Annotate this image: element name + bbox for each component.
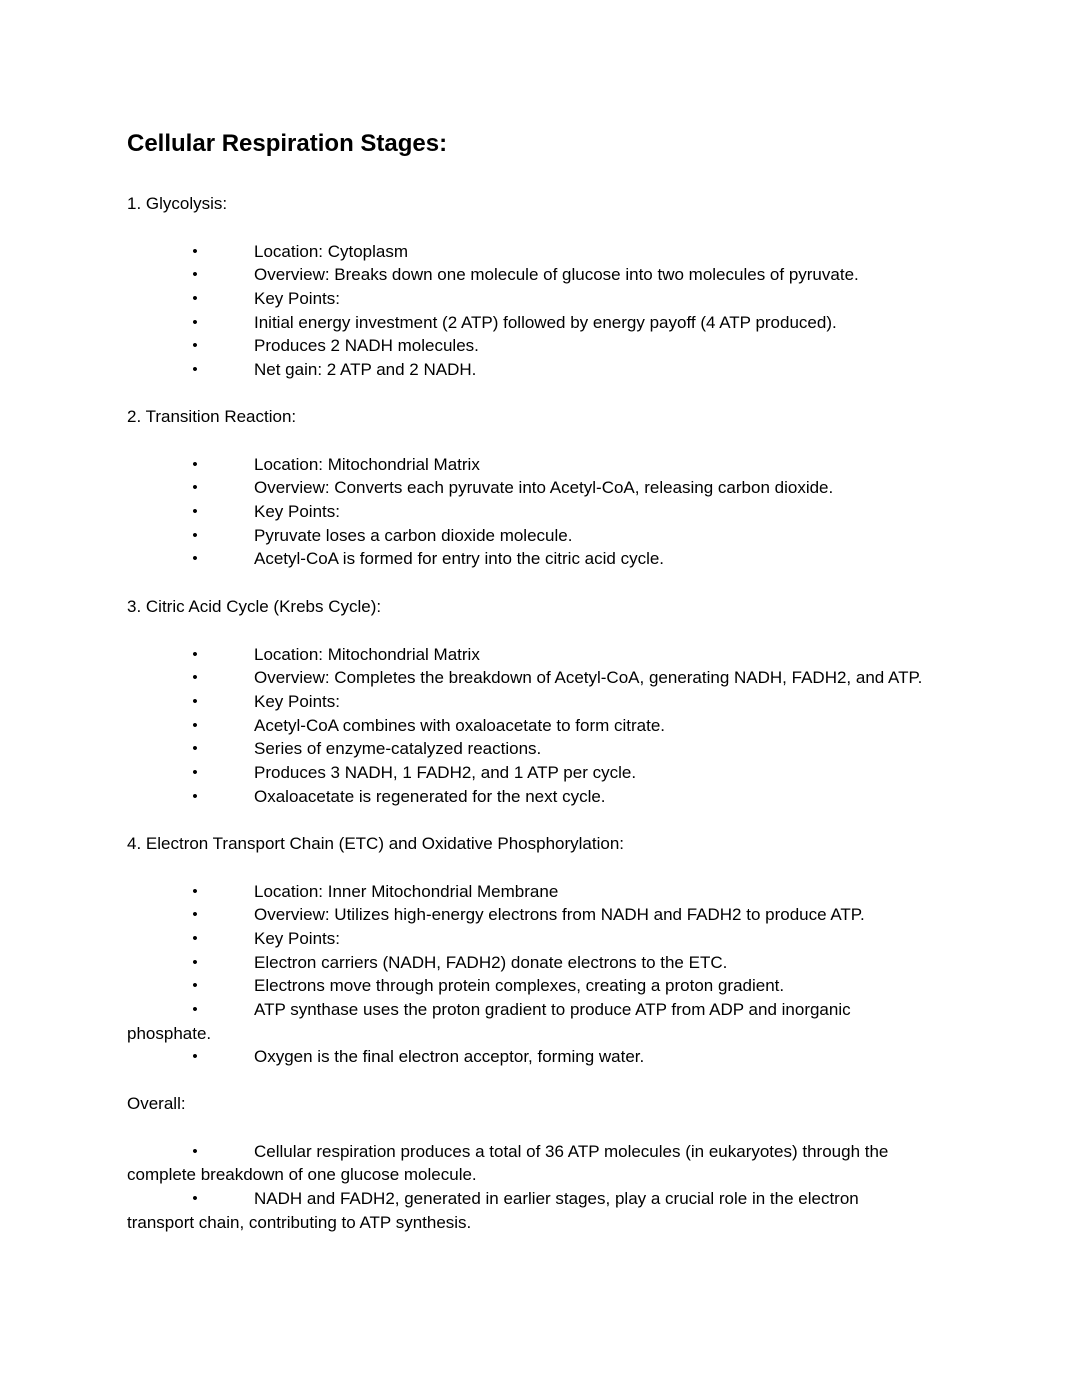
list-item [127, 714, 967, 738]
bullet-icon: • [192, 787, 198, 805]
list-item [127, 287, 967, 311]
bullet-icon: • [192, 953, 198, 971]
list-item [127, 240, 967, 264]
list-item [127, 476, 967, 500]
section-heading: 2. Transition Reaction: [127, 407, 297, 426]
bullet-icon: • [192, 669, 198, 687]
list-item-text: Key Points: [254, 928, 340, 948]
bullet-icon: • [192, 716, 198, 734]
list-item [127, 547, 967, 571]
bullet-icon: • [192, 502, 198, 520]
bullet-list [127, 240, 967, 382]
list-item [127, 666, 967, 690]
bullet-list [127, 643, 967, 809]
bullet-icon: • [192, 289, 198, 307]
section-heading: 3. Citric Acid Cycle (Krebs Cycle): [127, 597, 382, 616]
list-item [127, 311, 967, 335]
list-item-text: Electrons move through protein complexes, creating a proton gradient. [254, 976, 785, 996]
bullet-list [127, 1140, 967, 1235]
list-item [127, 263, 967, 287]
list-item-text: Oxygen is the final electron acceptor, forming water. [254, 1047, 645, 1067]
bullet-icon: • [192, 479, 198, 497]
bullet-list [127, 453, 967, 572]
list-item [127, 974, 967, 998]
bullet-icon: • [192, 692, 198, 710]
section-glycolysis [127, 192, 967, 382]
section-heading: 1. Glycolysis: [127, 194, 228, 213]
bullet-icon: • [192, 361, 198, 379]
bullet-icon: • [192, 740, 198, 758]
list-item-text: Produces 2 NADH molecules. [254, 336, 479, 356]
list-item [127, 358, 967, 382]
bullet-icon: • [192, 242, 198, 260]
bullet-icon: • [192, 526, 198, 544]
list-item-text: Overview: Breaks down one molecule of glucose into two molecules of pyruvate. [254, 265, 859, 285]
bullet-icon: • [192, 1048, 198, 1066]
list-item-text: Electron carriers (NADH, FADH2) donate electrons to the ETC. [254, 952, 728, 972]
list-item-text: Location: Cytoplasm [254, 241, 409, 261]
bullet-icon: • [192, 906, 198, 924]
list-item-text: Location: Mitochondrial Matrix [254, 454, 480, 474]
list-item-text: Key Points: [254, 691, 340, 711]
list-item-text: Location: Inner Mitochondrial Membrane [254, 881, 559, 901]
list-item [127, 880, 967, 904]
list-item [127, 903, 967, 927]
list-item [127, 998, 887, 1045]
section-transition-reaction [127, 405, 967, 571]
bullet-icon: • [192, 764, 198, 782]
bullet-icon: • [192, 313, 198, 331]
bullet-icon: • [192, 1142, 198, 1160]
section-electron-transport-chain [127, 832, 967, 1069]
list-item-text: Initial energy investment (2 ATP) followed by energy payoff (4 ATP produced). [254, 312, 837, 332]
list-item-text: Oxaloacetate is regenerated for the next cycle. [254, 786, 606, 806]
bullet-icon: • [192, 455, 198, 473]
list-item [127, 1140, 932, 1187]
bullet-icon: • [192, 1189, 198, 1207]
list-item [127, 500, 967, 524]
list-item-text: NADH and FADH2, generated in earlier stages, play a crucial role in the electron transport chain, contributing to ATP synthesis. [127, 1188, 859, 1232]
list-item-text: Key Points: [254, 501, 340, 521]
list-item-text: Location: Mitochondrial Matrix [254, 644, 480, 664]
bullet-icon: • [192, 1001, 198, 1019]
list-item [127, 453, 967, 477]
list-item [127, 524, 967, 548]
list-item-text: Acetyl-CoA is formed for entry into the citric acid cycle. [254, 549, 665, 569]
list-item-text: ATP synthase uses the proton gradient to produce ATP from ADP and inorganic phosphate. [127, 1000, 851, 1043]
list-item-text: Key Points: [254, 288, 340, 308]
section-heading: Overall: [127, 1094, 186, 1113]
list-item-text: Overview: Converts each pyruvate into Acetyl-CoA, releasing carbon dioxide. [254, 478, 834, 498]
list-item [127, 737, 967, 761]
list-item-text: Overview: Completes the breakdown of Acetyl-CoA, generating NADH, FADH2, and ATP. [254, 668, 923, 688]
document-title: Cellular Respiration Stages: [127, 130, 448, 157]
section-overall [127, 1092, 967, 1234]
list-item-text: Overview: Utilizes high-energy electrons from NADH and FADH2 to produce ATP. [254, 905, 865, 925]
bullet-icon: • [192, 550, 198, 568]
bullet-icon: • [192, 337, 198, 355]
list-item-text: Cellular respiration produces a total of 36 ATP molecules (in eukaryotes) through the complete breakdown of one glucose molecule. [127, 1141, 889, 1185]
list-item [127, 334, 967, 358]
list-item-text: Produces 3 NADH, 1 FADH2, and 1 ATP per cycle. [254, 763, 637, 783]
list-item-text: Pyruvate loses a carbon dioxide molecule. [254, 525, 573, 545]
bullet-icon: • [192, 929, 198, 947]
list-item-text: Acetyl-CoA combines with oxaloacetate to form citrate. [254, 715, 666, 735]
list-item [127, 1045, 967, 1069]
list-item-text: Series of enzyme-catalyzed reactions. [254, 739, 542, 759]
section-citric-acid-cycle [127, 595, 967, 808]
section-heading: 4. Electron Transport Chain (ETC) and Oxidative Phosphorylation: [127, 834, 625, 853]
list-item [127, 1187, 897, 1234]
bullet-icon: • [192, 645, 198, 663]
list-item [127, 785, 967, 809]
bullet-icon: • [192, 882, 198, 900]
list-item [127, 927, 967, 951]
bullet-icon: • [192, 977, 198, 995]
bullet-icon: • [192, 266, 198, 284]
bullet-list [127, 880, 967, 1070]
list-item [127, 643, 967, 667]
list-item [127, 761, 967, 785]
list-item [127, 690, 967, 714]
list-item [127, 951, 967, 975]
list-item-text: Net gain: 2 ATP and 2 NADH. [254, 360, 477, 380]
